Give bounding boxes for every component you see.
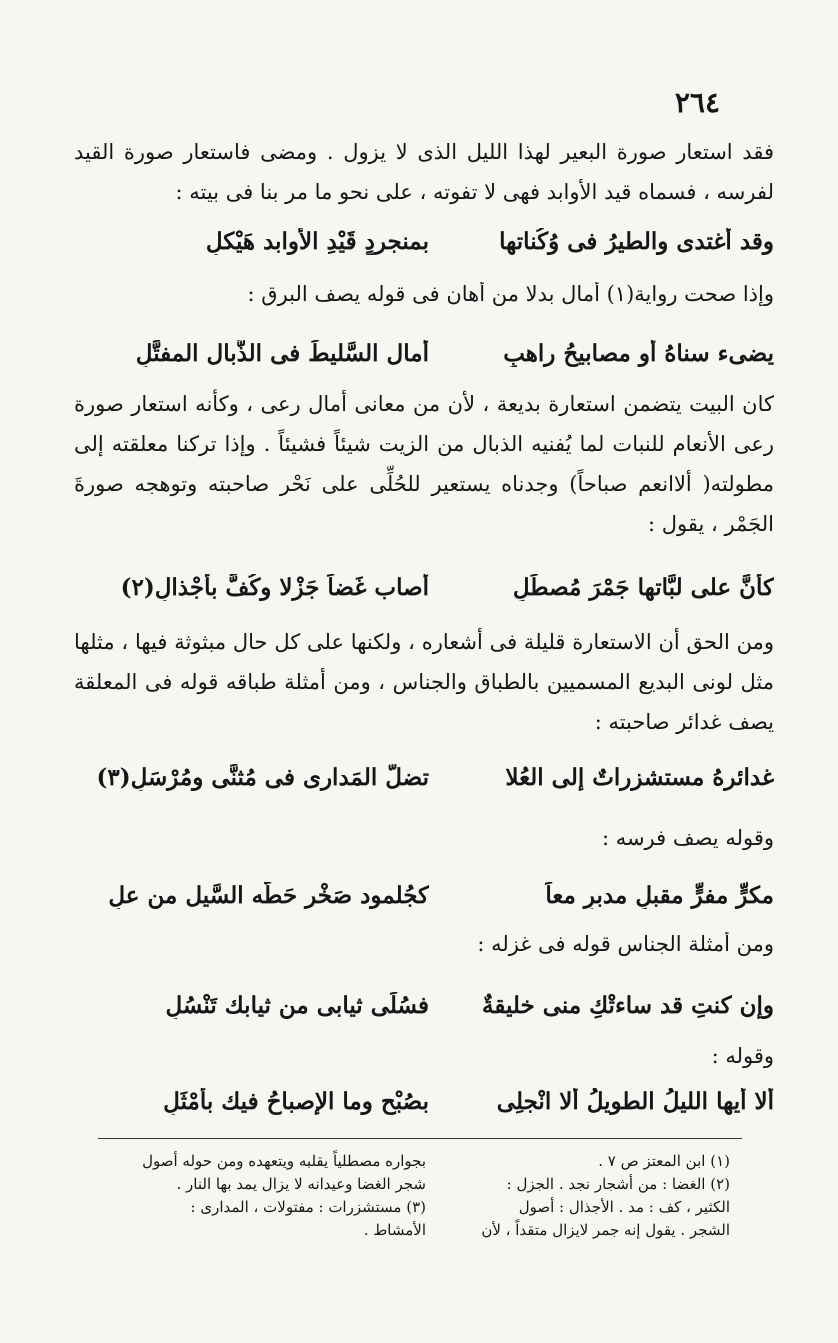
verse-4-first-hemistich: غدائرهُ مستشزراتٌ إلى العُلا [505, 764, 774, 791]
footnote-line: الشجر . يقول إنه جمر لايزال متقداً ، لأن [481, 1221, 730, 1239]
verse-6-second-hemistich: فسُلِّى ثيابى من ثيابك تَنْسُلِ [165, 992, 429, 1019]
page-number: ٢٦٤ [674, 86, 720, 119]
verse-2-second-hemistich: أمال السَّليطَ فى الذُّبال المفتَّلِ [135, 340, 429, 367]
verse-3-first-hemistich: كأنَّ على لبَّاتها جَمْرَ مُصطَلٍ [512, 574, 774, 601]
footnote-separator [98, 1138, 742, 1139]
verse-1-first-hemistich: وقد أغتدى والطيرُ فى وُكُناتها [499, 228, 774, 255]
footnote-line: الكثير ، كف : مد . الأجذال : أصول [518, 1198, 730, 1216]
paragraph-3: كان البيت يتضمن استعارة بديعة ، لأن من معانى أمال رعى ، وكأنه استعار صورة رعى الأنعام للنبات لما يُفنيه الذبال من الزيت شيئاً فشيئاً . وإذا تركنا معلقته إلى مطولته( ألاانعم صباحاً) وجدناه يستعير للحُلِّى على نَحْر صاحبته وتوهجه صورةَ الجَمْر ، يقول : [74, 392, 774, 536]
paragraph-5: وقوله يصف فرسه : [601, 826, 774, 850]
verse-1-second-hemistich: بمنجردٍ قَيْدِ الأوابد هَيْكلِ [205, 228, 429, 255]
verse-3 [74, 574, 774, 616]
footnote-line: بجواره مصطلياً يقلبه ويتعهده ومن حوله أصول [142, 1152, 426, 1170]
verse-2 [74, 340, 774, 382]
paragraph-1: فقد استعار صورة البعير لهذا الليل الذى لا يزول . ومضى فاستعار صورة القيد لفرسه ، فسماه قيد الأوابد فهى لا تفوته ، على نحو ما مر بنا فى بيته : [74, 140, 774, 204]
verse-6 [74, 992, 774, 1034]
footnote-line: شجر الغضا وعيدانه لا يزال يمد بها النار . [176, 1175, 426, 1193]
paragraph-2: وإذا صحت رواية(١) أمال بدلا من أهان فى قوله يصف البرق : [247, 282, 774, 306]
footnote-line: (١) ابن المعتز ص ٧ . [598, 1152, 730, 1170]
paragraph-4: ومن الحق أن الاستعارة قليلة فى أشعاره ، ولكنها على كل حال مبثوثة فيها ، مثلها مثل لونى البديع المسميين بالطباق والجناس ، ومن أمثلة طباقه قوله فى المعلقة يصف غدائر صاحبته : [74, 630, 774, 734]
verse-7-first-hemistich: ألا أيها الليلُ الطويلُ ألا انْجلِى [496, 1088, 774, 1115]
verse-3-second-hemistich: أصاب غَضاً جَزْلا وكُفَّ بأَجْذالِ(٢) [120, 574, 429, 601]
footnote-line: (٢) الغضا : من أشجار نجد . الجزل : [506, 1175, 730, 1193]
verse-7 [74, 1088, 774, 1130]
footnotes-right-column [400, 1150, 730, 1242]
verse-5-second-hemistich: كجُلمود صَخْر حَطَّه السَّيل من علِ [108, 882, 429, 909]
verse-4 [74, 764, 774, 806]
verse-4-second-hemistich: تضلُّ المَدارى فى مُثنًّى ومُرْسَلِ(٣) [96, 764, 429, 791]
paragraph-6: ومن أمثلة الجناس قوله فى غزله : [477, 932, 774, 956]
verse-1 [74, 228, 774, 270]
footnote-line: (٣) مستشزرات : مفتولات ، المدارى : [190, 1198, 426, 1216]
verse-2-first-hemistich: يضىء سناهُ أو مصابيحُ راهبٍ [503, 340, 774, 367]
footnotes-left-column [96, 1150, 426, 1242]
paragraph-7: وقوله : [711, 1044, 774, 1068]
verse-7-second-hemistich: بصُبْحٍ وما الإصباحُ فيك بأَمْثَلِ [163, 1088, 429, 1115]
verse-5 [74, 882, 774, 924]
verse-5-first-hemistich: مكرٍّ مفرٍّ مقبلٍ مدبرٍ معاً [545, 882, 774, 909]
footnote-line: الأمشاط . [363, 1221, 426, 1239]
verse-6-first-hemistich: وإن كنتِ قد ساءتْكِ منى خليقةٌ [481, 992, 774, 1019]
